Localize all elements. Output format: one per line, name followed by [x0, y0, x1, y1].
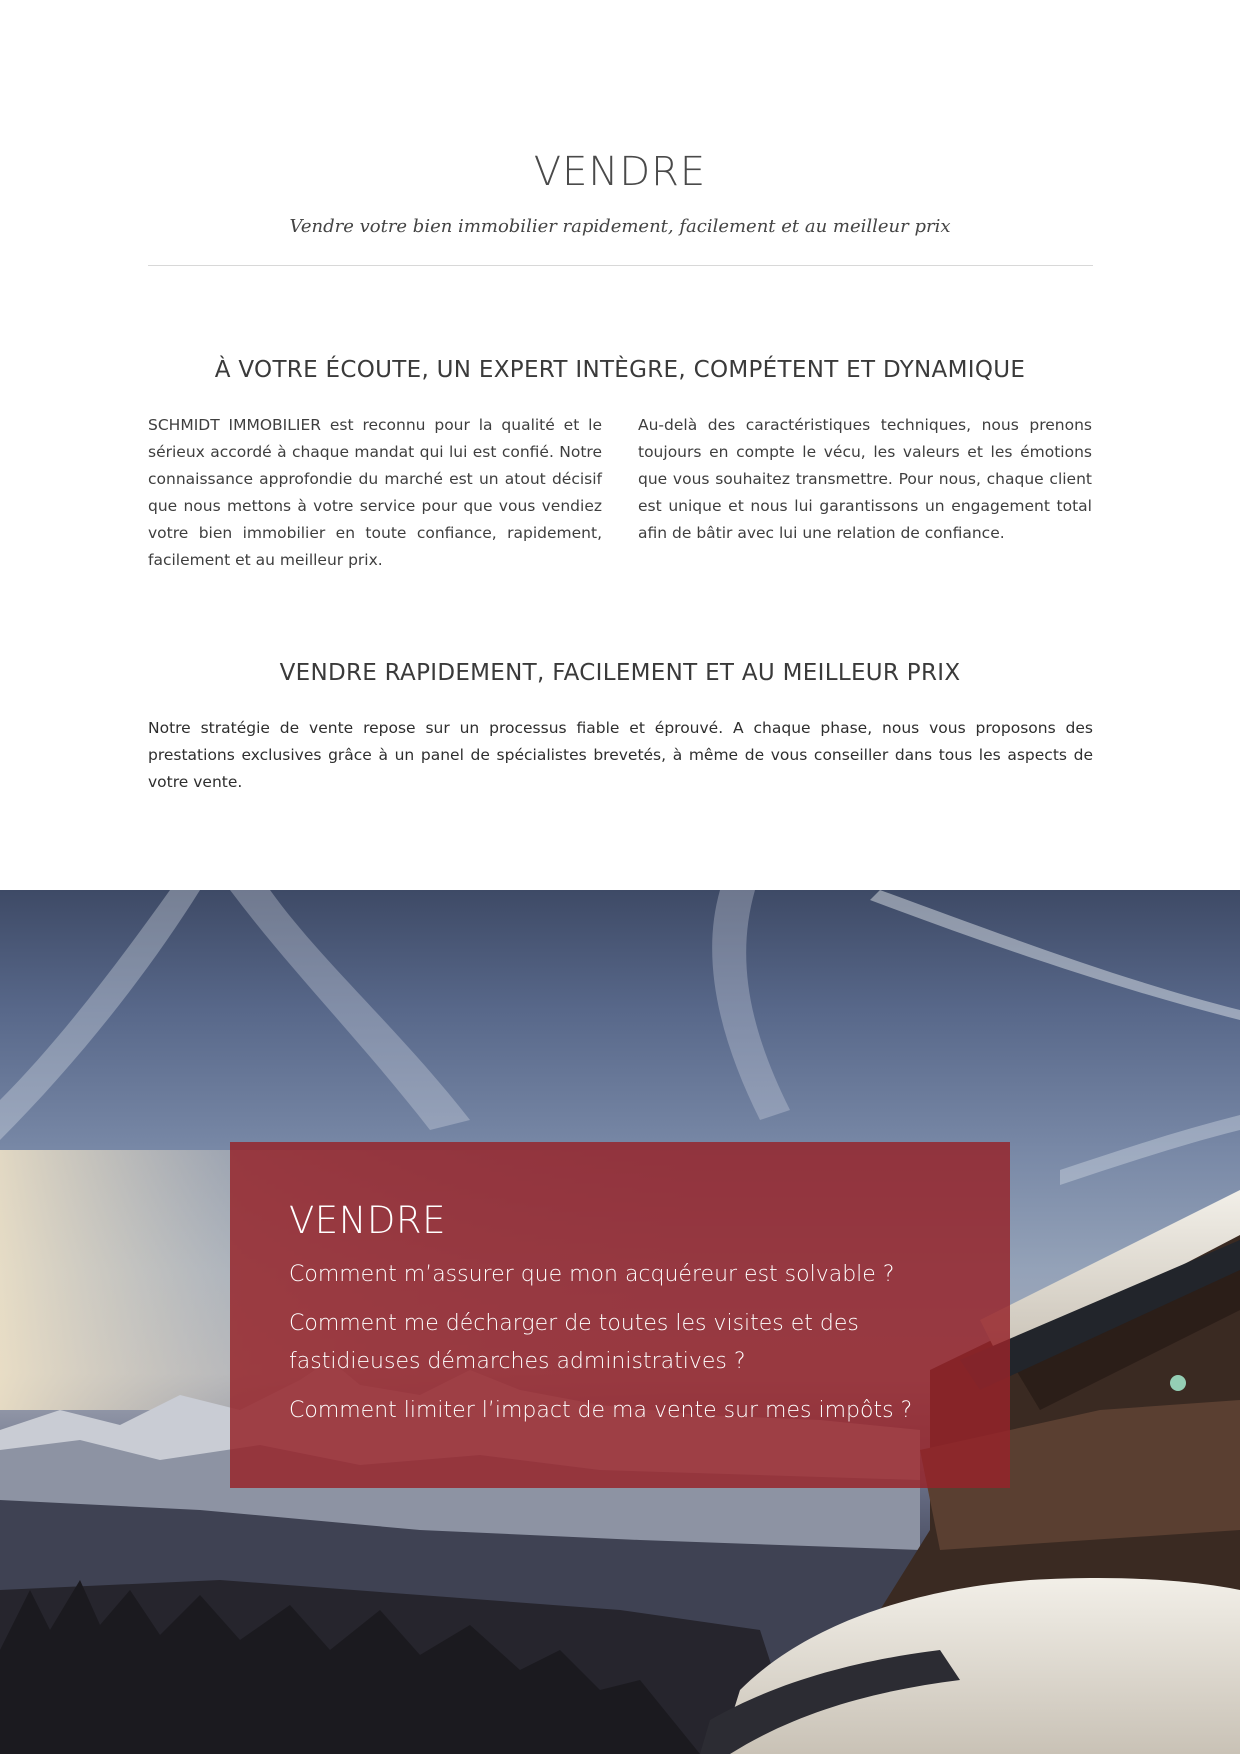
card-question: Comment m’assurer que mon acquéreur est solvable ? [289, 1262, 895, 1287]
section-heading-strategy: VENDRE RAPIDEMENT, FACILEMENT ET AU MEILLEUR PRIX [279, 660, 961, 686]
card-title: VENDRE [289, 1199, 446, 1242]
section-heading-expert: À VOTRE ÉCOUTE, UN EXPERT INTÈGRE, COMPÉTENT ET DYNAMIQUE [214, 357, 1026, 383]
strategy-text: Notre stratégie de vente repose sur un processus fiable et éprouvé. A chaque phase, nous vous proposons des prestations exclusives grâce à un panel de spécialistes brevetés, à même de vous conseiller dans tous les aspects de votre vente. [148, 719, 1093, 791]
intro-text-left: SCHMIDT IMMOBILIER est reconnu pour la qualité et le sérieux accordé à chaque mandat qui lui est confié. Notre connaissance approfondie du marché est un atout décisif que nous mettons à votre service pour que vous vendiez votre bien immobilier en toute confiance, rapidement, facilement et au meilleur prix. [148, 416, 602, 569]
card-question: Comment me décharger de toutes les visites et des fastidieuses démarches administratives ? [289, 1311, 859, 1374]
card-question: Comment limiter l’impact de ma vente sur mes impôts ? [289, 1398, 913, 1423]
intro-text-right: Au-delà des caractéristiques techniques, nous prenons toujours en compte le vécu, les valeurs et les émotions que vous souhaitez transmettre. Pour nous, chaque client est unique et nous lui garantissons un engagement total afin de bâtir avec lui une relation de confiance. [638, 416, 1092, 542]
page-subtitle: Vendre votre bien immobilier rapidement, facilement et au meilleur prix [289, 216, 951, 237]
header-divider [148, 265, 1093, 266]
info-card [230, 1142, 1010, 1488]
page-title: VENDRE [533, 149, 707, 195]
